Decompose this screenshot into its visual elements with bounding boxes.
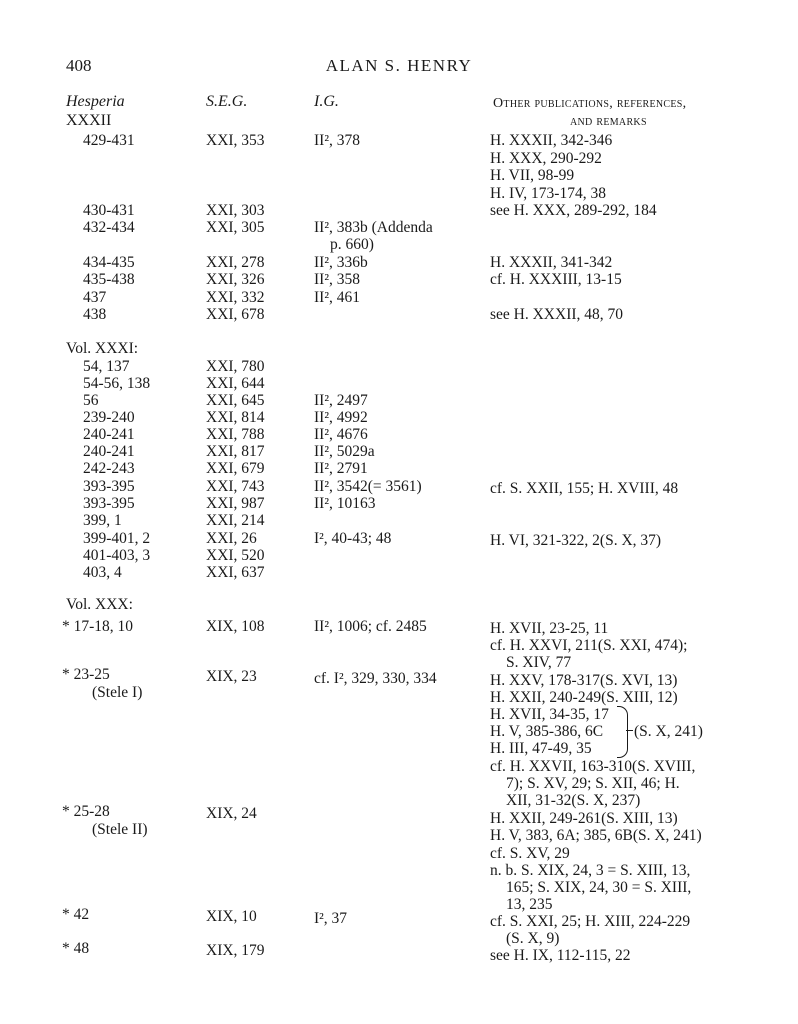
entry-hesperia-ref: 54-56, 138	[83, 375, 151, 392]
entry-other-ref: cf. S. XXI, 25; H. XIII, 224-229	[490, 913, 691, 930]
entry-seg-ref: XIX, 108	[206, 618, 265, 635]
entry-other-ref: see H. XXX, 289-292, 184	[490, 202, 657, 219]
entry-seg-ref: XIX, 179	[206, 942, 265, 959]
entry-other-ref: 165; S. XIX, 24, 30 = S. XIII,	[506, 879, 692, 896]
entry-ig-ref: I², 37	[314, 910, 348, 927]
entry-hesperia-ref: 239-240	[83, 409, 135, 426]
entry-other-ref: H. IV, 173-174, 38	[490, 185, 606, 202]
entry-other-ref: H. XXXII, 342-346	[490, 132, 613, 149]
entry-other-ref: H. XXXII, 341-342	[490, 254, 613, 271]
entry-other-ref: H. XXII, 240-249(S. XIII, 12)	[490, 689, 678, 706]
entry-other-ref: cf. H. XXVII, 163-310(S. XVIII,	[490, 758, 696, 775]
entry-other-ref-bracketed: (S. X, 241)	[634, 723, 703, 740]
entry-hesperia-ref: 393-395	[83, 478, 135, 495]
entry-seg-ref: XXI, 743	[206, 478, 265, 495]
entry-seg-ref: XXI, 987	[206, 495, 265, 512]
entry-other-ref: (S. X, 9)	[506, 930, 560, 947]
entry-other-ref: cf. H. XXVI, 211(S. XXI, 474);	[490, 637, 688, 654]
entry-seg-ref: XXI, 788	[206, 426, 265, 443]
grouping-brace-tip	[626, 730, 633, 731]
entry-ig-ref: II², 336b	[314, 254, 368, 271]
entry-seg-ref: XXI, 780	[206, 358, 265, 375]
entry-ig-ref: II², 1006; cf. 2485	[314, 618, 427, 635]
entry-ig-ref: cf. I², 329, 330, 334	[314, 670, 437, 687]
entry-other-ref: cf. H. XXXIII, 13-15	[490, 271, 622, 288]
entry-ig-ref: II², 378	[314, 132, 360, 149]
entry-other-ref: cf. S. XXII, 155; H. XVIII, 48	[490, 480, 679, 497]
entry-seg-ref: XXI, 678	[206, 306, 265, 323]
entry-ig-ref: II², 4992	[314, 409, 368, 426]
entry-other-ref: H. XVII, 34-35, 17	[490, 706, 609, 723]
entry-ig-ref: p. 660)	[330, 236, 374, 253]
entry-hesperia-ref: * 25-28	[62, 803, 110, 820]
entry-hesperia-ref: 240-241	[83, 443, 135, 460]
entry-other-ref: H. XVII, 23-25, 11	[490, 620, 609, 637]
entry-seg-ref: XXI, 520	[206, 547, 265, 564]
entry-other-ref: H. V, 383, 6A; 385, 6B(S. X, 241)	[490, 827, 702, 844]
entry-other-ref: see H. XXXII, 48, 70	[490, 306, 624, 323]
entry-seg-ref: XXI, 332	[206, 289, 265, 306]
col-header-other-line1: Other publications, references,	[493, 96, 687, 111]
entry-hesperia-ref: 437	[83, 289, 107, 306]
entry-ig-ref: I², 40-43; 48	[314, 530, 392, 547]
entry-seg-ref: XXI, 278	[206, 254, 265, 271]
entry-hesperia-ref: 240-241	[83, 426, 135, 443]
entry-seg-ref: XXI, 814	[206, 409, 265, 426]
entry-seg-ref: XXI, 679	[206, 460, 265, 477]
entry-other-ref: XII, 31-32(S. X, 237)	[506, 792, 641, 809]
entry-seg-ref: XXI, 214	[206, 512, 265, 529]
section-heading-vol-xxx: Vol. XXX:	[66, 596, 133, 613]
entry-seg-ref: XXI, 303	[206, 202, 265, 219]
entry-other-ref: H. V, 385-386, 6C	[490, 723, 604, 740]
entry-other-ref: H. XXII, 249-261(S. XIII, 13)	[490, 810, 678, 827]
entry-seg-ref: XXI, 637	[206, 564, 265, 581]
col-header-other-line2: and remarks	[570, 114, 647, 129]
col-header-ig: I.G.	[314, 93, 339, 110]
running-title: ALAN S. HENRY	[325, 56, 473, 75]
entry-hesperia-ref: 435-438	[83, 271, 135, 288]
page-number: 408	[66, 56, 92, 75]
entry-hesperia-ref: 432-434	[83, 219, 135, 236]
entry-hesperia-ref: (Stele I)	[92, 684, 143, 701]
entry-other-ref: S. XIV, 77	[506, 654, 572, 671]
entry-other-ref: H. III, 47-49, 35	[490, 740, 592, 757]
entry-hesperia-ref: 430-431	[83, 202, 135, 219]
entry-ig-ref: II², 5029a	[314, 443, 375, 460]
entry-ig-ref: II², 383b (Addenda	[314, 219, 433, 236]
entry-seg-ref: XXI, 817	[206, 443, 265, 460]
entry-hesperia-ref: * 42	[62, 906, 90, 923]
entry-ig-ref: II², 4676	[314, 426, 368, 443]
entry-hesperia-ref: 56	[83, 392, 99, 409]
entry-other-ref: 7); S. XV, 29; S. XII, 46; H.	[506, 775, 680, 792]
entry-hesperia-ref: (Stele II)	[92, 821, 148, 838]
entry-other-ref: see H. IX, 112-115, 22	[490, 947, 631, 964]
entry-hesperia-ref: 429-431	[83, 132, 135, 149]
entry-seg-ref: XXI, 645	[206, 392, 265, 409]
entry-other-ref: H. VII, 98-99	[490, 167, 575, 184]
entry-seg-ref: XXI, 305	[206, 219, 265, 236]
section-heading-vol-xxxi: Vol. XXXI:	[66, 340, 139, 357]
entry-hesperia-ref: 438	[83, 306, 107, 323]
entry-hesperia-ref: * 17-18, 10	[62, 618, 134, 635]
entry-other-ref: cf. S. XV, 29	[490, 845, 570, 862]
entry-seg-ref: XXI, 353	[206, 132, 265, 149]
grouping-brace	[617, 706, 628, 758]
col-header-hesperia-volume: XXXII	[66, 112, 112, 129]
entry-ig-ref: II², 2791	[314, 460, 368, 477]
entry-hesperia-ref: 401-403, 3	[83, 547, 151, 564]
entry-hesperia-ref: * 48	[62, 940, 90, 957]
entry-other-ref: H. XXX, 290-292	[490, 150, 602, 167]
entry-ig-ref: II², 358	[314, 271, 360, 288]
entry-seg-ref: XXI, 326	[206, 271, 265, 288]
col-header-hesperia: Hesperia	[66, 93, 125, 110]
entry-ig-ref: II², 2497	[314, 392, 368, 409]
entry-ig-ref: II², 10163	[314, 495, 376, 512]
entry-hesperia-ref: 434-435	[83, 254, 135, 271]
entry-other-ref: n. b. S. XIX, 24, 3 = S. XIII, 13,	[490, 862, 691, 879]
entry-hesperia-ref: 393-395	[83, 495, 135, 512]
entry-hesperia-ref: * 23-25	[62, 666, 110, 683]
entry-seg-ref: XIX, 10	[206, 908, 257, 925]
entry-hesperia-ref: 399-401, 2	[83, 530, 151, 547]
entry-seg-ref: XXI, 644	[206, 375, 265, 392]
entry-other-ref: 13, 235	[506, 896, 553, 913]
entry-ig-ref: II², 461	[314, 289, 360, 306]
entry-seg-ref: XIX, 23	[206, 668, 257, 685]
entry-hesperia-ref: 403, 4	[83, 564, 122, 581]
entry-other-ref: H. XXV, 178-317(S. XVI, 13)	[490, 672, 678, 689]
entry-ig-ref: II², 3542(= 3561)	[314, 478, 422, 495]
entry-hesperia-ref: 242-243	[83, 460, 135, 477]
col-header-seg: S.E.G.	[206, 93, 248, 110]
entry-hesperia-ref: 54, 137	[83, 358, 130, 375]
entry-seg-ref: XXI, 26	[206, 530, 257, 547]
entry-seg-ref: XIX, 24	[206, 805, 257, 822]
entry-other-ref: H. VI, 321-322, 2(S. X, 37)	[490, 532, 662, 549]
entry-hesperia-ref: 399, 1	[83, 512, 122, 529]
